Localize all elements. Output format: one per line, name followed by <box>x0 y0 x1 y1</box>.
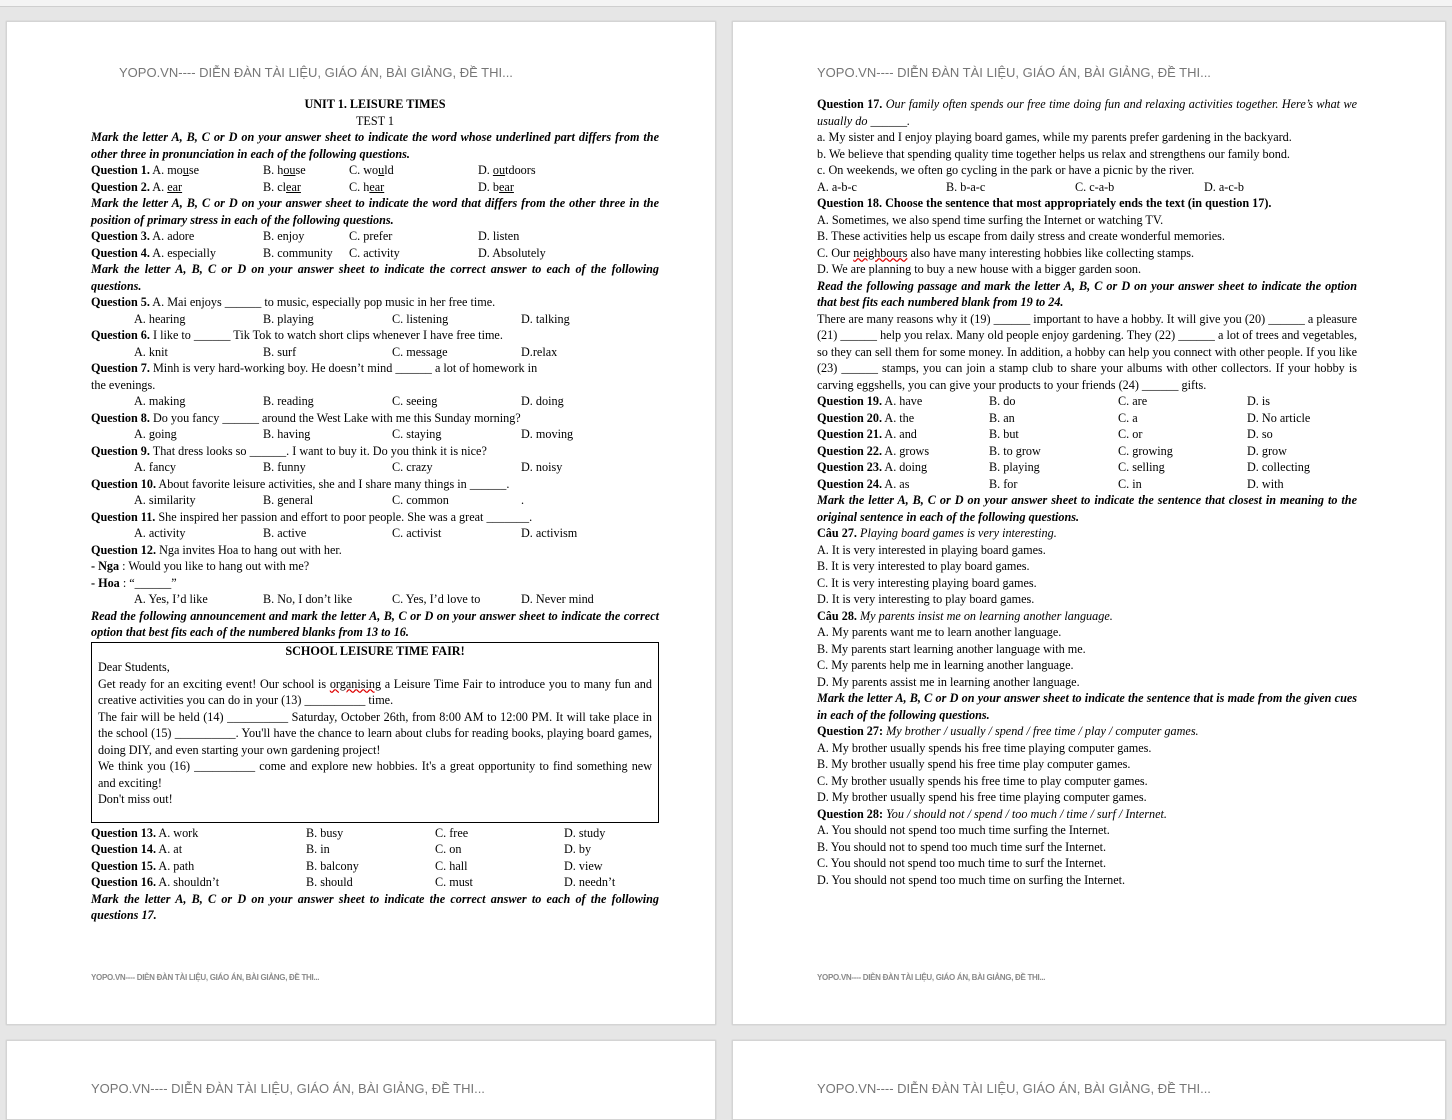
cau-28: Câu 28. My parents insist me on learning another language. <box>817 608 1113 623</box>
announcement-paragraph-3: We think you (16) __________ come and explore new hobbies. It's a great opportunity to find something new and exciting! <box>98 759 652 790</box>
question-27: Question 27: My brother / usually / spend / free time / play / computer games. <box>817 724 1199 738</box>
page-1-body <box>91 96 659 924</box>
page-header: YOPO.VN---- DIỄN ĐÀN TÀI LIỆU, GIÁO ÁN, BÀI GIẢNG, ĐỀ THI... <box>817 1081 1211 1096</box>
question-7-options: A. making B. reading C. seeing D. doing <box>134 394 564 408</box>
question-12-options: A. Yes, I’d like B. No, I don’t like C. Yes, I’d love to D. Never mind <box>134 592 594 606</box>
question-8: Question 8. Do you fancy ______ around the West Lake with me this Sunday morning? <box>91 410 521 425</box>
question-1: Question 1. A. mouse B. house C. would D. outdoors <box>91 163 536 177</box>
question-28: Question 28: You / should not / spend / too much / time / surf / Internet. <box>817 806 1167 821</box>
question-18-c: C. Our neighbours also have many interesting hobbies like collecting stamps. <box>817 245 1195 260</box>
instruction-closest-meaning: Mark the letter A, B, C or D on your answer sheet to indicate the sentence that closest in meaning to the original sentence in each of the following questions. <box>817 493 1357 524</box>
question-18: Question 18. Choose the sentence that most appropriately ends the text (in question 17). <box>817 196 1272 210</box>
question-13: Question 13. A. work B. busy C. free D. study <box>91 825 606 840</box>
question-8-options: A. going B. having C. staying D. moving <box>134 427 574 441</box>
cau-27-c: C. It is very interesting playing board games. <box>817 575 1037 590</box>
question-18-b: B. These activities help us escape from daily stress and create wonderful memories. <box>817 229 1225 243</box>
document-page-3 <box>6 1040 716 1120</box>
question-9: Question 9. That dress looks so ______. I want to buy it. Do you think it is nice? <box>91 443 487 458</box>
cau-27-d: D. It is very interesting to play board games. <box>817 592 1035 606</box>
question-6-options: A. knit B. surf C. message D.relax <box>134 344 558 359</box>
question-27-c: C. My brother usually spends his free time to play computer games. <box>817 773 1148 788</box>
document-page-1 <box>6 21 716 1025</box>
announcement-greeting: Dear Students, <box>98 660 170 674</box>
question-28-d: D. You should not spend too much time on surfing the Internet. <box>817 872 1126 887</box>
question-5-options: A. hearing B. playing C. listening D. talking <box>134 311 570 326</box>
question-27-a: A. My brother usually spends his free time playing computer games. <box>817 740 1152 755</box>
reading-passage: There are many reasons why it (19) ______ important to have a hobby. It will give you (20) ______ a pleasure (21) ______ help you relax. Many old people enjoy gardening. They (22) ______ a lot of trees and vegetables, so they can sell them for some money. In addition, a hobby can help you connect with other people. If you like (23) ______ stamps, you can join a stamp club to share your albums with other collectors. If your hobby is carving eggshells, you can give your products to your friends (24) ______ gifts. <box>817 311 1357 392</box>
question-17: Question 17. Our family often spends our free time doing fun and relaxing activities together. Here’s what we usually do ______. <box>817 97 1357 128</box>
question-5: Question 5. A. Mai enjoys ______ to music, especially pop music in her free time. <box>91 295 496 309</box>
question-11: Question 11. She inspired her passion and effort to poor people. She was a great _______. <box>91 509 533 524</box>
question-10-options: A. similarity B. general C. common . <box>134 493 525 507</box>
question-21: Question 21. A. and B. but C. or D. so <box>817 427 1273 441</box>
cau-28-c: C. My parents help me in learning another language. <box>817 658 1074 672</box>
announcement-box <box>91 642 659 823</box>
question-14: Question 14. A. at B. in C. on D. by <box>91 842 592 856</box>
question-11-options: A. activity B. active C. activist D. activism <box>134 526 578 540</box>
page-header: YOPO.VN---- DIỄN ĐÀN TÀI LIỆU, GIÁO ÁN, BÀI GIẢNG, ĐỀ THI... <box>817 65 1211 80</box>
cau-28-a: A. My parents want me to learn another language. <box>817 625 1062 639</box>
question-2: Question 2. A. ear B. clear C. hear D. bear <box>91 179 514 194</box>
question-7: Question 7. Minh is very hard-working boy. He doesn’t mind ______ a lot of homework in <box>91 361 538 375</box>
instruction-question-17: Mark the letter A, B, C or D on your answer sheet to indicate the correct answer to each of the following questions 17. <box>91 891 659 922</box>
question-3: Question 3. A. adore B. enjoy C. prefer D. listen <box>91 229 520 243</box>
question-22: Question 22. A. grows B. to grow C. growing D. grow <box>817 443 1287 458</box>
question-28-c: C. You should not spend too much time to surf the Internet. <box>817 856 1107 870</box>
question-28-b: B. You should not to spend too much time surf the Internet. <box>817 839 1107 854</box>
instruction-announcement: Read the following announcement and mark the letter A, B, C or D on your answer sheet to indicate the correct option that best fits each of the numbered blanks from 13 to 16. <box>91 608 659 639</box>
question-24: Question 24. A. as B. for C. in D. with <box>817 476 1284 491</box>
instruction-correct-answer: Mark the letter A, B, C or D on your answer sheet to indicate the correct answer to each of the following questions. <box>91 262 659 293</box>
instruction-given-cues: Mark the letter A, B, C or D on your answer sheet to indicate the sentence that is made from the given cues in each of the following questions. <box>817 691 1357 722</box>
cau-28-b: B. My parents start learning another language with me. <box>817 641 1086 656</box>
question-17-a: a. My sister and I enjoy playing board games, while my parents prefer gardening in the backyard. <box>817 130 1292 144</box>
test-subtitle: TEST 1 <box>355 113 395 128</box>
question-19: Question 19. A. have B. do C. are D. is <box>817 394 1271 408</box>
question-27-b: B. My brother usually spend his free time play computer games. <box>817 757 1131 771</box>
question-7-cont: the evenings. <box>91 377 156 392</box>
page-footer: YOPO.VN---- DIỄN ĐÀN TÀI LIỆU, GIÁO ÁN, BÀI GIẢNG, ĐỀ THI... <box>91 973 320 982</box>
question-20: Question 20. A. the B. an C. a D. No article <box>817 410 1311 425</box>
cau-27-b: B. It is very interested to play board games. <box>817 559 1030 573</box>
announcement-paragraph-2: The fair will be held (14) __________ Saturday, October 26th, from 8:00 AM to 12:00 PM. It will take place in the school (15) __________. You'll have the chance to learn about clubs for reading books, playing board games, doing DIY, and even starting your own gardening project! <box>98 709 652 757</box>
announcement-closing: Don't miss out! <box>98 792 173 806</box>
page-2-body <box>817 96 1357 888</box>
page-footer: YOPO.VN---- DIỄN ĐÀN TÀI LIỆU, GIÁO ÁN, BÀI GIẢNG, ĐỀ THI... <box>817 973 1046 982</box>
question-4: Question 4. A. especially B. community C. activity D. Absolutely <box>91 245 546 260</box>
unit-title: UNIT 1. LEISURE TIMES <box>304 97 446 111</box>
instruction-passage: Read the following passage and mark the letter A, B, C or D on your answer sheet to indicate the option that best fits each numbered blank from 19 to 24. <box>817 278 1357 309</box>
question-17-b: b. We believe that spending quality time together helps us relax and strengthens our family bond. <box>817 146 1290 161</box>
question-12-nga: - Nga : Would you like to hang out with me? <box>91 559 310 573</box>
question-12: Question 12. Nga invites Hoa to hang out with her. <box>91 542 342 557</box>
page-header: YOPO.VN---- DIỄN ĐÀN TÀI LIỆU, GIÁO ÁN, BÀI GIẢNG, ĐỀ THI... <box>119 65 513 80</box>
cau-27-a: A. It is very interested in playing board games. <box>817 542 1046 557</box>
question-16: Question 16. A. shouldn’t B. should C. must D. needn’t <box>91 875 616 889</box>
question-17-options: A. a-b-c B. b-a-c C. c-a-b D. a-c-b <box>817 179 1244 194</box>
window-top-strip <box>0 0 1452 7</box>
cau-28-d: D. My parents assist me in learning another language. <box>817 674 1080 689</box>
question-6: Question 6. I like to ______ Tik Tok to watch short clips whenever I have free time. <box>91 328 503 342</box>
question-23: Question 23. A. doing B. playing C. selling D. collecting <box>817 460 1310 474</box>
document-page-4 <box>732 1040 1446 1120</box>
cau-27: Câu 27. Playing board games is very interesting. <box>817 526 1057 540</box>
announcement-paragraph-1: Get ready for an exciting event! Our school is organising a Leisure Time Fair to introduce you to many fun and creative activities you can do in your (13) __________ time. <box>98 676 652 707</box>
question-18-d: D. We are planning to buy a new house with a bigger garden soon. <box>817 262 1142 276</box>
document-page-2 <box>732 21 1446 1025</box>
question-10: Question 10. About favorite leisure activities, she and I share many things in ______. <box>91 476 510 491</box>
question-9-options: A. fancy B. funny C. crazy D. noisy <box>134 460 563 474</box>
instruction-pronunciation: Mark the letter A, B, C or D on your answer sheet to indicate the word whose underlined part differs from the other three in pronunciation in each of the following questions. <box>91 130 659 161</box>
question-15: Question 15. A. path B. balcony C. hall D. view <box>91 858 603 873</box>
instruction-stress: Mark the letter A, B, C or D on your answer sheet to indicate the word that differs from the other three in the position of primary stress in each of the following questions. <box>91 196 659 227</box>
question-17-c: c. On weekends, we often go cycling in the park or have a picnic by the river. <box>817 163 1195 177</box>
question-18-a: A. Sometimes, we also spend time surfing the Internet or watching TV. <box>817 212 1164 227</box>
question-28-a: A. You should not spend too much time surfing the Internet. <box>817 823 1110 837</box>
announcement-title: SCHOOL LEISURE TIME FAIR! <box>285 643 465 658</box>
question-27-d: D. My brother usually spend his free time playing computer games. <box>817 790 1147 804</box>
page-header: YOPO.VN---- DIỄN ĐÀN TÀI LIỆU, GIÁO ÁN, BÀI GIẢNG, ĐỀ THI... <box>91 1081 485 1096</box>
question-12-hoa: - Hoa : “______” <box>91 575 177 590</box>
